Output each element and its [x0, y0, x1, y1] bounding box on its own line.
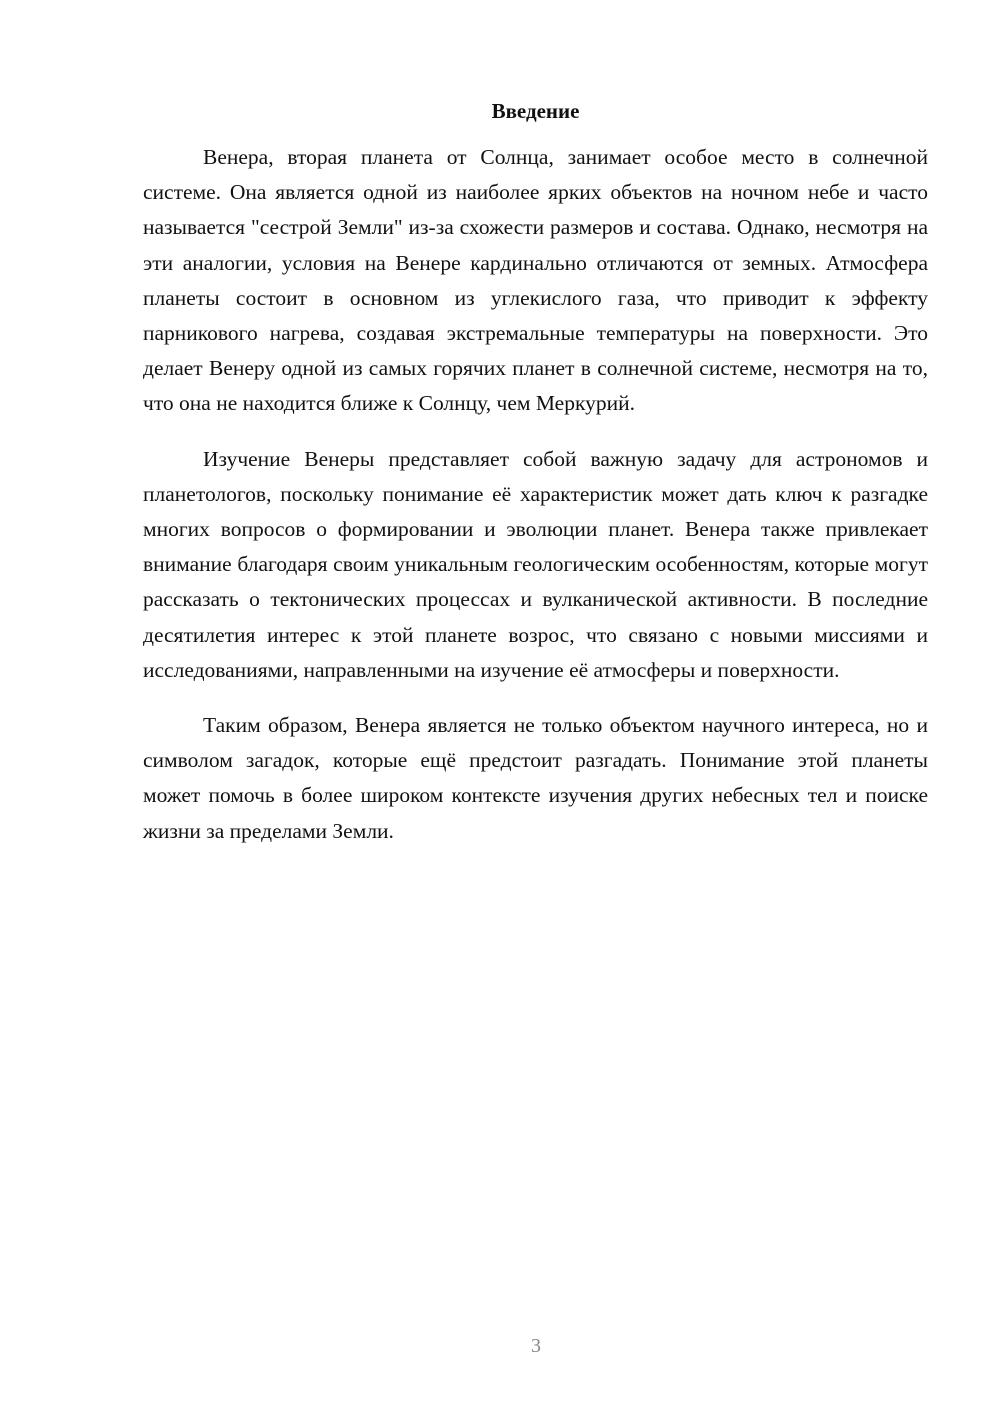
page-number: 3 — [531, 1335, 541, 1357]
paragraph-3: Таким образом, Венера является не только объектом научного интереса, но и символом загадок, которые ещё предстоит разгадать. Понимание этой планеты может помочь в более широком контексте изучения других небесных тел и поиске жизни за пределами Земли. — [143, 713, 928, 843]
paragraph-1: Венера, вторая планета от Солнца, занимает особое место в солнечной системе. Она является одной из наиболее ярких объектов на ночном небе и часто называется "сестрой Земли" из-за схожести размеров и состава. Однако, несмотря на эти аналогии, условия на Венере кардинально отличаются от земных. Атмосфера планеты состоит в основном из углекислого газа, что приводит к эффекту парникового нагрева, создавая экстремальные температуры на поверхности. Это делает Венеру одной из самых горячих планет в солнечной системе, несмотря на то, что она не находится ближе к Солнцу, чем Меркурий. — [143, 145, 928, 416]
paragraph-2: Изучение Венеры представляет собой важную задачу для астрономов и планетологов, поскольку понимание её характеристик может дать ключ к разгадке многих вопросов о формировании и эволюции планет. Венера также привлекает внимание благодаря своим уникальным геологическим особенностям, которые могут рассказать о тектонических процессах и вулканической активности. В последние десятилетия интерес к этой планете возрос, что связано с новыми миссиями и исследованиями, направленными на изучение её атмосферы и поверхности. — [143, 446, 928, 682]
page-content — [143, 96, 928, 869]
section-heading: Введение — [491, 99, 580, 123]
